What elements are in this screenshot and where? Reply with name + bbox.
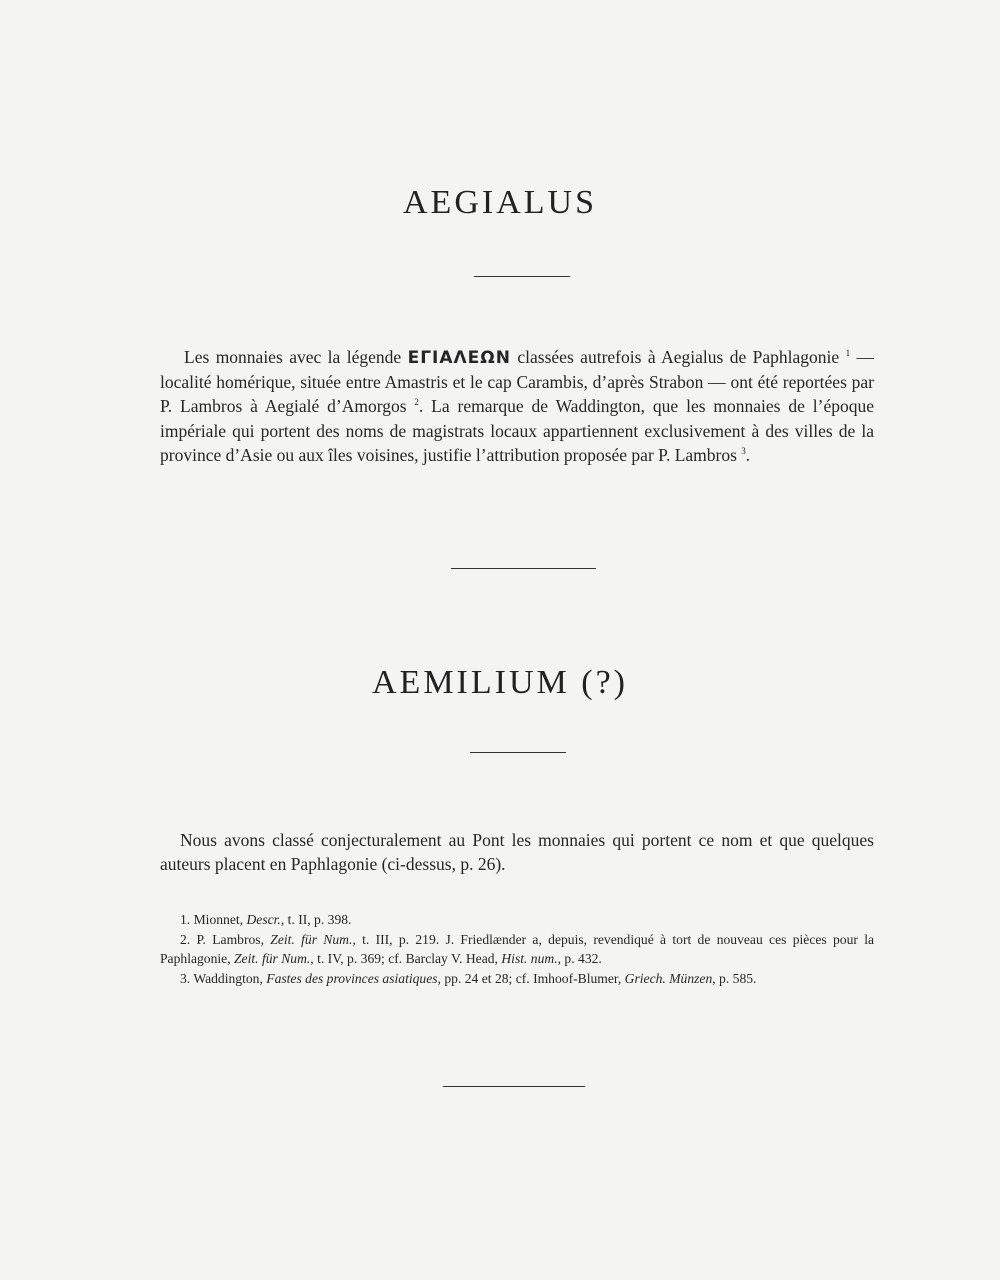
section-divider: [451, 568, 596, 569]
footnote-ref-1: 1: [845, 348, 851, 358]
greek-legend: ΕΓΙΑΛΕΩΝ: [407, 348, 511, 368]
title-rule-1: [474, 276, 570, 277]
footnotes: [160, 910, 874, 988]
title-rule-2: [470, 752, 566, 753]
section-title-aegialus: AEGIALUS: [403, 184, 597, 221]
footnote-ref-3: 3: [741, 445, 746, 456]
footnote-ref-2: 2: [414, 397, 419, 408]
paragraph-aegialus: Les monnaies avec la légende ΕΓΙΑΛΕΩΝ classées autrefois à Aegialus de Paphlagonie $^1$ — localité homérique, située entre Amastris et le cap Carambis, d’après Strabon — ont été reportées par P. Lambros à Aegialé d’Amorgos $^2$. La remarque de Waddington, que les monnaies de l’époque impériale qui portent des noms de magistrats locaux appartiennent exclusivement à des villes de la province d’Asie ou aux îles voisines, justifie l’attribution proposée par P. Lambros $^3$.: [160, 347, 875, 465]
footnote-3: 3. Waddington, Fastes des provinces asiatiques, pp. 24 et 28; cf. Imhoof-Blumer, Griech. Münzen, p. 585.: [180, 970, 757, 986]
paragraph-aemilium: Nous avons classé conjecturalement au Pont les monnaies qui portent ce nom et que quelques auteurs placent en Paphlagonie (ci-dessus, p. 26).: [160, 830, 874, 875]
footnote-2: 2. P. Lambros, Zeit. für Num., t. III, p. 219. J. Friedlænder a, depuis, revendiqué à tort de nouveau ces pièces pour la Paphlagonie, Zeit. für Num., t. IV, p. 369; cf. Barclay V. Head, Hist. num., p. 432.: [160, 931, 875, 966]
footnote-1: 1. Mionnet, Descr., t. II, p. 398.: [180, 912, 352, 927]
bottom-rule: [443, 1086, 585, 1087]
section-title-aemilium: AEMILIUM (?): [372, 664, 628, 701]
